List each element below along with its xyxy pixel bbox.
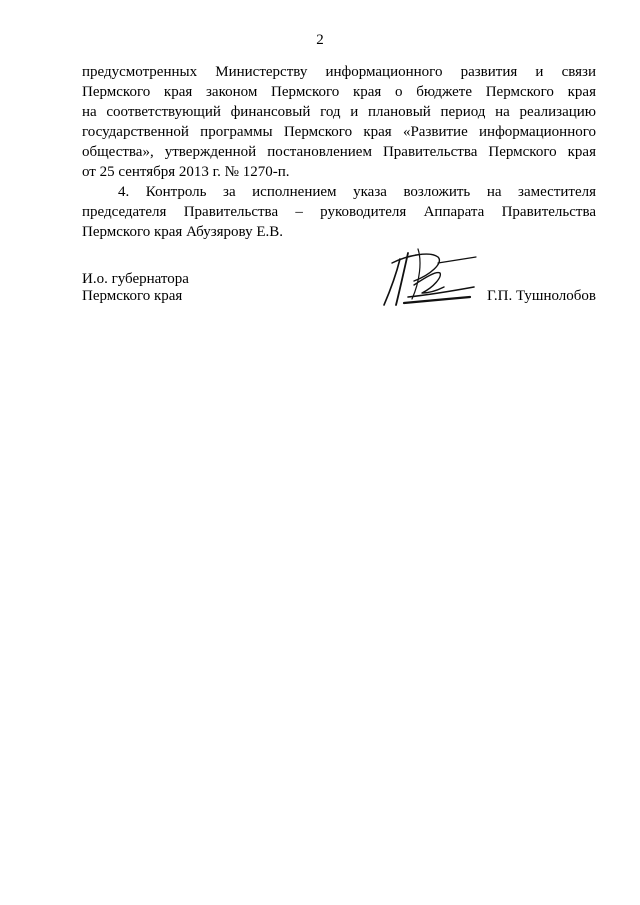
document-body bbox=[82, 62, 596, 242]
signatory-title-line: Пермского края bbox=[82, 288, 183, 304]
signatory-title bbox=[82, 271, 189, 305]
text-line: Пермского края Абузярову Е.В. bbox=[82, 224, 284, 240]
text-line: предусмотренных Министерству информационного развития и связи bbox=[82, 64, 596, 80]
page-number: 2 bbox=[316, 32, 324, 48]
text-line: 4. Контроль за исполнением указа возложить на заместителя bbox=[118, 184, 596, 200]
signatory-title-line: И.о. губернатора bbox=[82, 271, 189, 287]
paragraph-budget bbox=[82, 62, 596, 182]
signature-block bbox=[82, 271, 596, 331]
text-line: от 25 сентября 2013 г. № 1270-п. bbox=[82, 164, 290, 180]
text-line: государственной программы Пермского края «Развитие информационного bbox=[82, 124, 596, 140]
text-line: общества», утвержденной постановлением Правительства Пермского края bbox=[82, 144, 596, 160]
text-line: Пермского края законом Пермского края о бюджете Пермского края bbox=[82, 84, 596, 100]
text-line: на соответствующий финансовый год и плановый период на реализацию bbox=[82, 104, 596, 120]
paragraph-control bbox=[82, 182, 596, 242]
handwritten-signature bbox=[378, 241, 478, 313]
signatory-name: Г.П. Тушнолобов bbox=[486, 288, 596, 304]
text-line: председателя Правительства – руководителя Аппарата Правительства bbox=[82, 204, 596, 220]
